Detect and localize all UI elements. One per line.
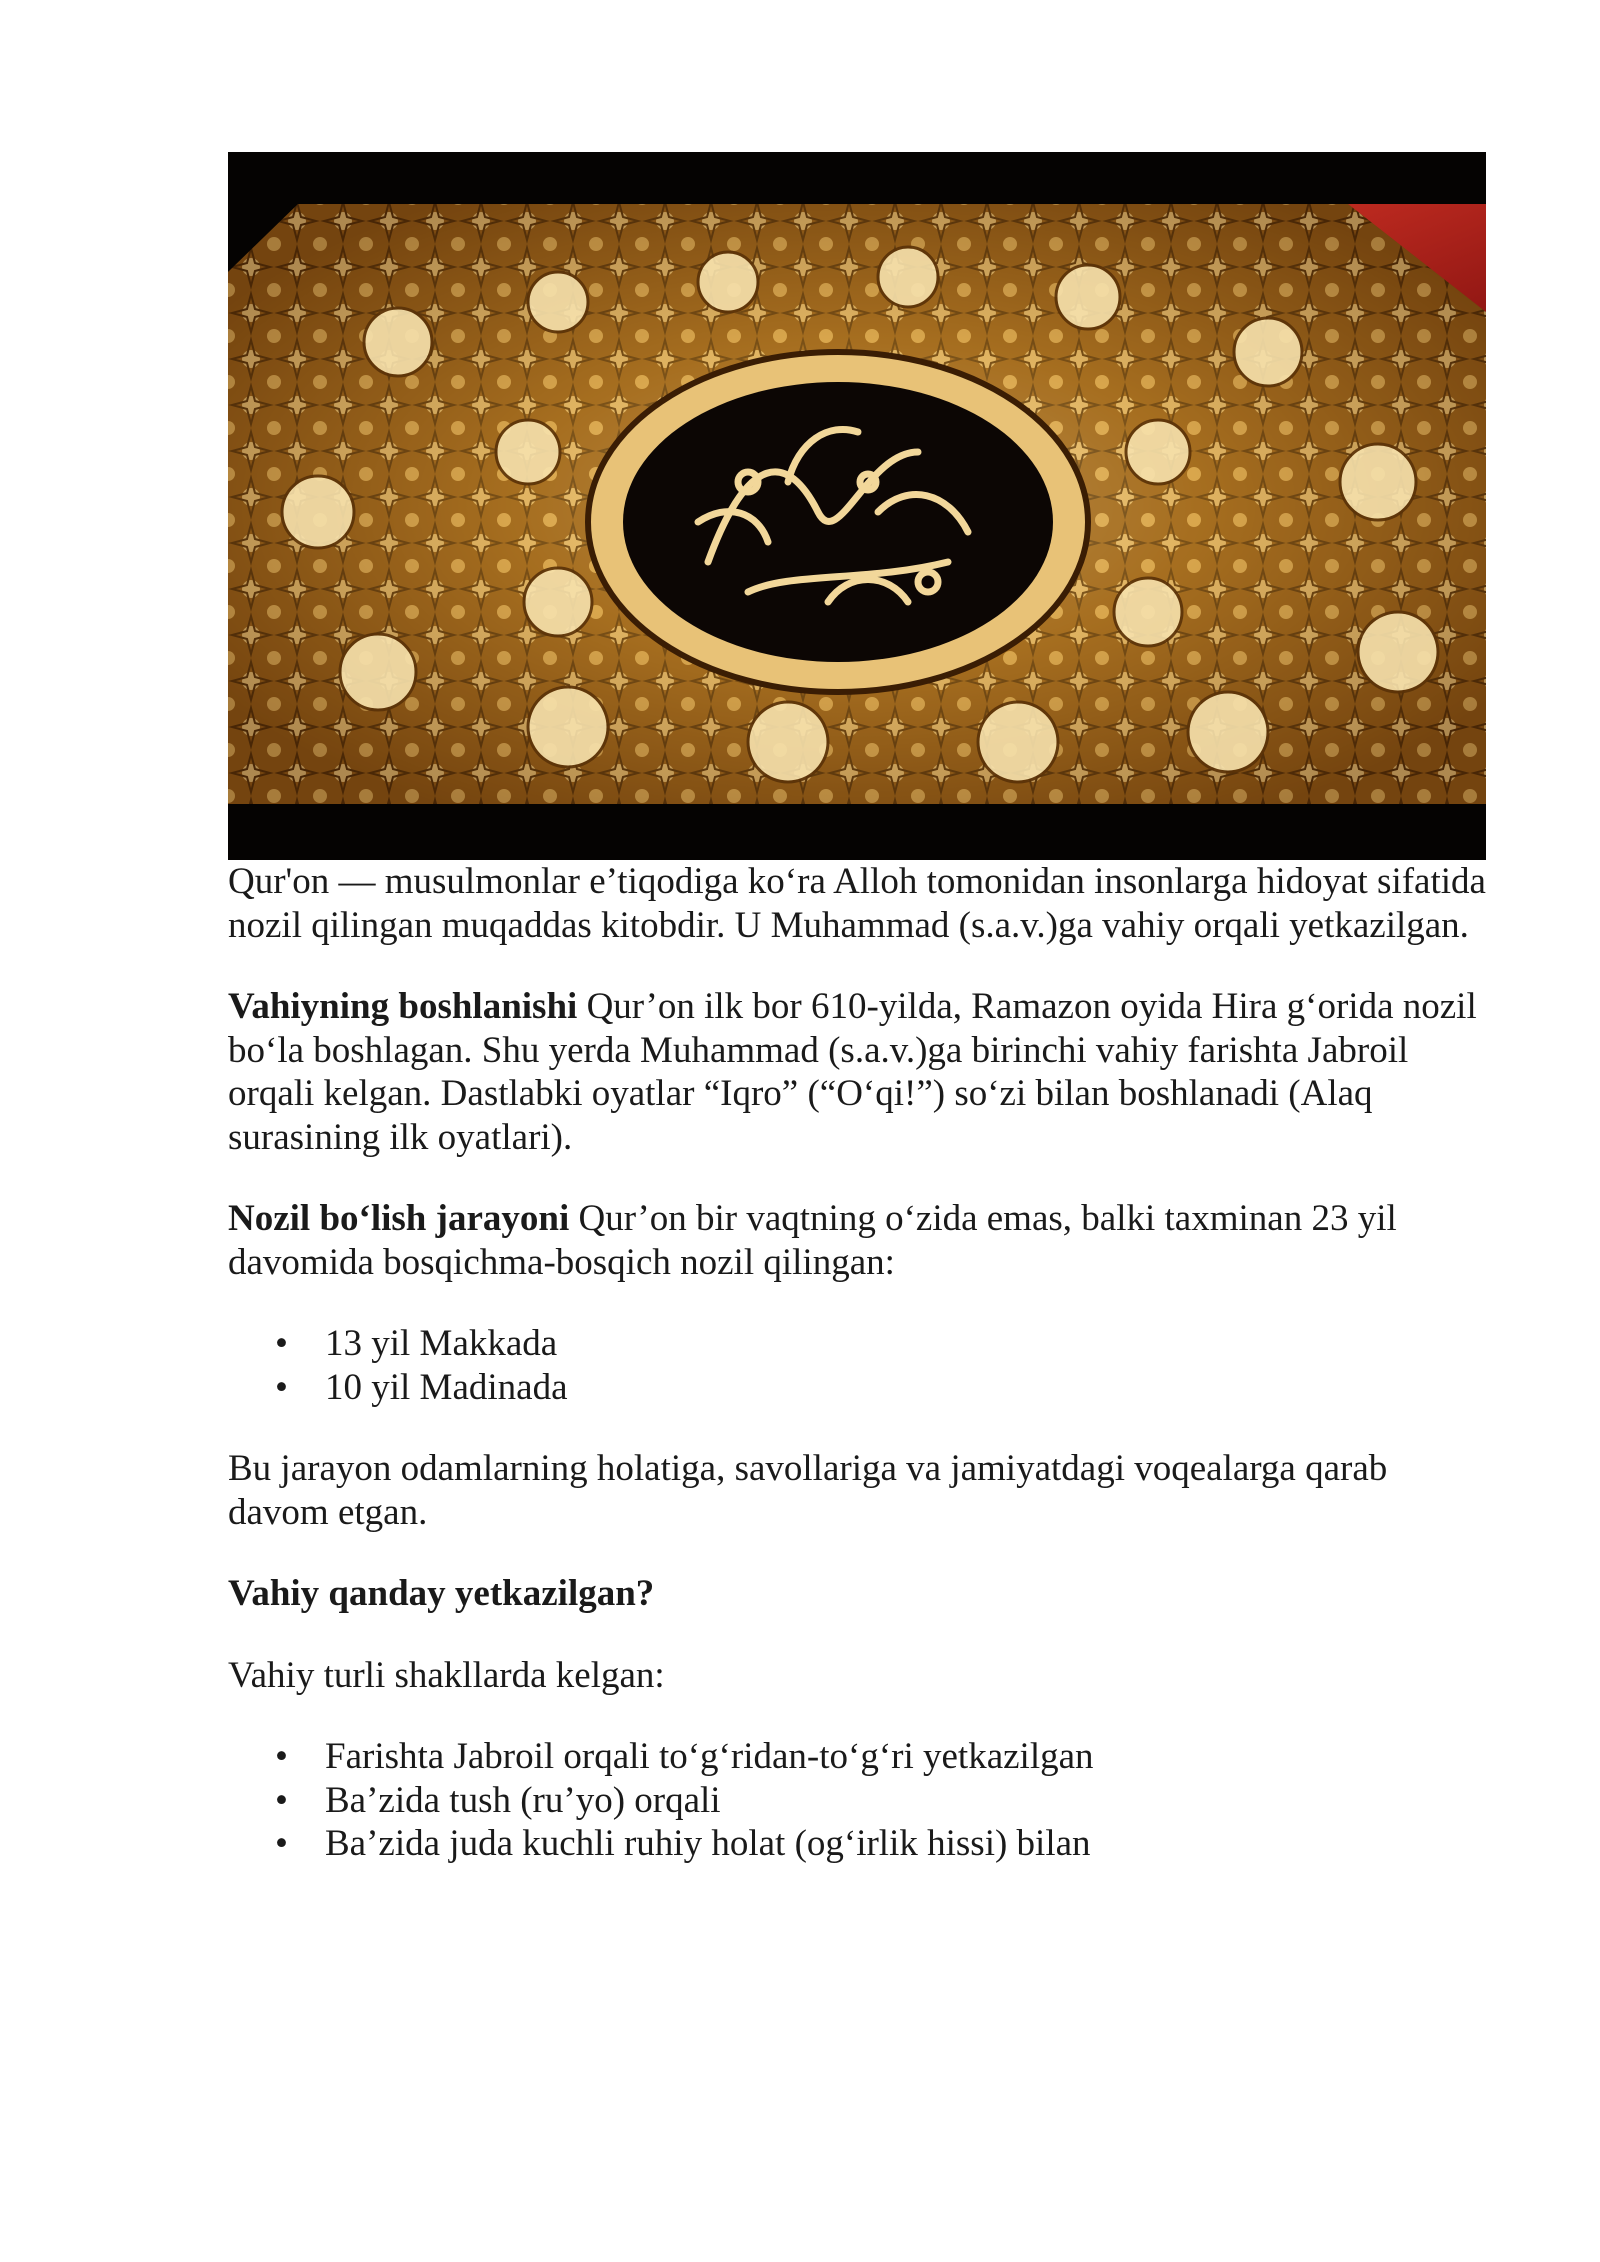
section-revelation-process-title: Nozil boʻlish jarayoni xyxy=(228,1198,570,1239)
section-revelation-process xyxy=(228,1197,1486,1284)
list-item xyxy=(228,1322,1486,1366)
list-item xyxy=(228,1735,1486,1779)
delivery-intro-paragraph: Vahiy turli shakllarda kelgan: xyxy=(228,1654,665,1696)
section-revelation-process-text: Qur’on bir vaqtning oʻzida emas, balki taxminan 23 yil davomida bosqichma-bosqich nozil qilingan: xyxy=(228,1198,1397,1283)
bullet: • xyxy=(275,1823,288,1864)
revelation-periods-list xyxy=(228,1322,1486,1409)
list-item-text: 13 yil Makkada xyxy=(325,1323,558,1364)
bullet: • xyxy=(275,1736,288,1777)
list-item xyxy=(228,1779,1486,1823)
list-item-text: Ba’zida tush (ru’yo) orqali xyxy=(325,1779,721,1821)
list-item-text: Farishta Jabroil orqali toʻgʻridan-toʻgʻri yetkazilgan xyxy=(325,1736,1094,1777)
process-conclusion-paragraph: Bu jarayon odamlarning holatiga, savollariga va jamiyatdagi voqealarga qarab davom etgan. xyxy=(228,1448,1388,1533)
quran-cover-image xyxy=(228,152,1486,860)
delivery-forms-list xyxy=(228,1735,1486,1866)
list-item xyxy=(228,1366,1486,1410)
list-item-text: 10 yil Madinada xyxy=(325,1366,568,1408)
bullet: • xyxy=(275,1366,288,1408)
list-item-text: Ba’zida juda kuchli ruhiy holat (ogʻirlik hissi) bilan xyxy=(325,1823,1091,1864)
document-page xyxy=(228,152,1486,1866)
quran-cover-illustration xyxy=(228,152,1486,860)
bullet: • xyxy=(275,1323,288,1364)
section-heading-delivery: Vahiy qanday yetkazilgan? xyxy=(228,1573,655,1614)
section-revelation-start-title: Vahiyning boshlanishi xyxy=(228,986,578,1027)
section-revelation-start xyxy=(228,985,1486,1159)
document-body xyxy=(228,860,1486,1866)
list-item xyxy=(228,1822,1486,1866)
intro-paragraph: Qur'on — musulmonlar e’tiqodiga koʻra Alloh tomonidan insonlarga hidoyat sifatida nozil qilingan muqaddas kitobdir. U Muhammad (s.a.v.)ga vahiy orqali yetkazilgan. xyxy=(228,861,1486,946)
section-revelation-start-text: Qur’on ilk bor 610-yilda, Ramazon oyida Hira gʻorida nozil boʻla boshlagan. Shu yerda Muhammad (s.a.v.)ga birinchi vahiy farishta Jabroil orqali kelgan. Dastlabki oyatlar “Iqro” (“Oʻqi!”) soʻzi bilan boshlanadi (Alaq surasining ilk oyatlari). xyxy=(228,986,1477,1158)
bullet: • xyxy=(275,1779,288,1821)
